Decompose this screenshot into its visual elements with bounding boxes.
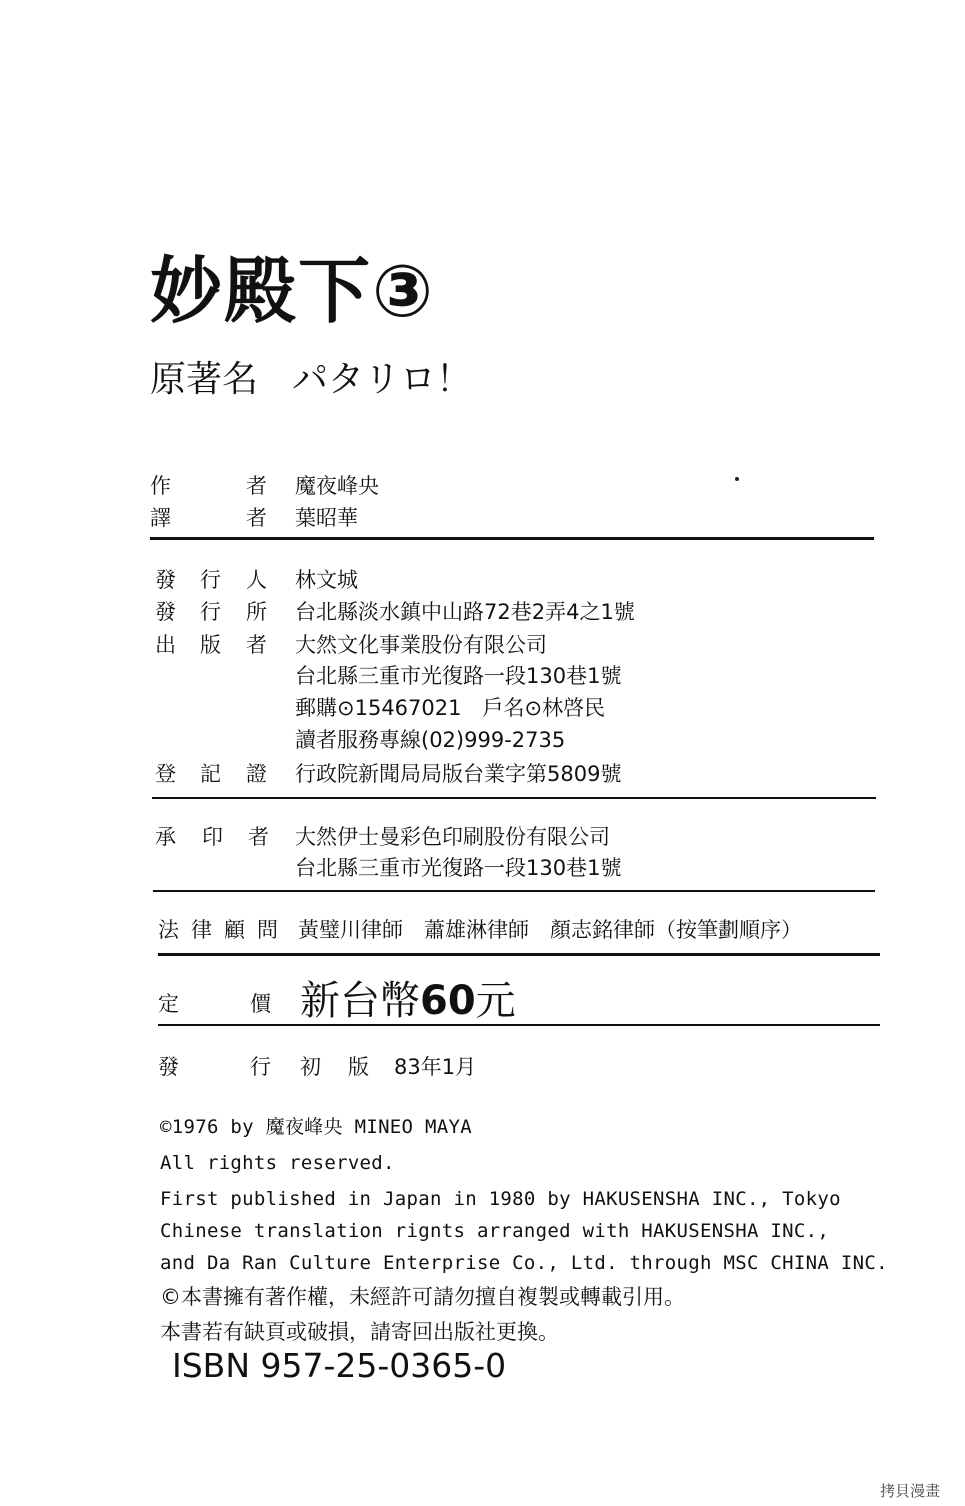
legal-advisors: 黃璧川律師 蕭雄淋律師 顏志銘律師（按筆劃順序） xyxy=(298,918,802,942)
price-value: 新台幣60元 xyxy=(300,978,516,1024)
replacement-notice: 本書若有缺頁或破損，請寄回出版社更換。 xyxy=(160,1320,559,1344)
original-title-label: 原著名 xyxy=(150,359,259,400)
divider xyxy=(150,537,874,540)
speck-dot xyxy=(735,477,739,481)
divider xyxy=(158,953,880,956)
copyright-notice: ©本書擁有著作權，未經許可請勿擅自複製或轉載引用。 xyxy=(160,1285,685,1309)
edition-date: 83年1月 xyxy=(394,1055,477,1079)
publication-line: First published in Japan in 1980 by HAKUSENSHA INC., Tokyo xyxy=(160,1188,841,1210)
divider xyxy=(153,890,875,892)
translation-rights-line: Chinese translation rignts arranged with HAKUSENSHA INC., xyxy=(160,1220,830,1242)
author-name: 魔夜峰央 xyxy=(295,474,379,498)
divider xyxy=(152,797,876,799)
printer-address: 台北縣三重市光復路一段130巷1號 xyxy=(295,856,622,880)
agency-line: and Da Ran Culture Enterprise Co., Ltd. through MSC CHINA INC. xyxy=(160,1252,888,1274)
postal-order: 郵購⊙15467021 戶名⊙林啓民 xyxy=(295,696,606,720)
divider xyxy=(158,1024,880,1026)
rights-line: All rights reserved. xyxy=(160,1152,395,1174)
translator-name: 葉昭華 xyxy=(295,506,358,530)
copyright-line: ©1976 by 魔夜峰央 MINEO MAYA xyxy=(160,1116,472,1138)
book-title: 妙殿下③ xyxy=(150,249,435,333)
original-title xyxy=(150,359,473,400)
reader-hotline: 讀者服務專線(02)999-2735 xyxy=(295,728,566,752)
watermark: 拷貝漫畫 xyxy=(880,1482,941,1500)
original-title-value: パタリロ！ xyxy=(292,359,473,400)
colophon-page: 妙殿下③ 原著名 パタリロ！ 作 者 魔夜峰央 譯 者 葉昭華 發 行 人 林文城 發 行 所 台北縣淡水鎮中山路72巷2弄4之1號 出 版 者 大然文化事業股份有限公司 台北縣三重市光復路一段130巷1號 郵購⊙15467021 戶名⊙林啓民 讀者服務專線(02)999-2735 登 記 證 行政院新聞局局版台業字第5809號 承 印 者 大然伊士曼彩色印刷股份有限公司 台北縣三重市光復路一段130巷1號 法 律 顧 問 黃璧川律師 蕭雄淋律師 顏志銘律師（按筆劃順序） 定 價 新台幣60元 發 行 初 版 83年1月 ©1976 by 魔夜峰央 MINEO MAYA All rights reserved. First published in Japan in 1980 by HAKUSENSHA INC., Tokyo Chinese translation rignts arranged with HAKUSENSHA INC., and Da Ran Culture Enterprise Co., Ltd. through MSC CHINA INC. ©本書擁有著作權，未經許可請勿擅自複製或轉載引用。 本書若有缺頁或破損，請寄回出版社更換。 ISBN 957-25-0365-0 拷貝漫畫 xyxy=(150,249,941,1500)
isbn: ISBN 957-25-0365-0 xyxy=(172,1346,507,1385)
publisher-address: 台北縣三重市光復路一段130巷1號 xyxy=(295,664,622,688)
